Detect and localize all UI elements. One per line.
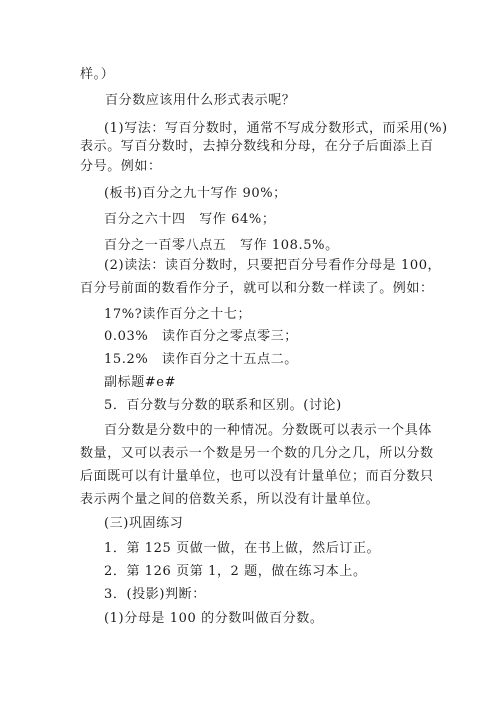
text-line: (1)分母是 100 的分数叫做百分数。 — [104, 611, 324, 626]
text-line: 百分之六十四 写作 64%； — [104, 212, 276, 227]
section-heading: (三)巩固练习 — [104, 516, 184, 531]
section-heading: 5．百分数与分数的联系和区别。(讨论) — [104, 398, 342, 413]
text-line: 表示。写百分数时，去掉分数线和分母，在分子后面添上百 — [80, 139, 434, 154]
text-line: 后面既可以有计量单位，也可以没有计量单位；而百分数只 — [80, 469, 434, 484]
text-line: 百分数应该用什么形式表示呢？ — [105, 93, 296, 108]
text-line: (1)写法：写百分数时，通常不写成分数形式，而采用(%) — [104, 121, 448, 136]
text-line: 百分数是分数中的一种情况。分数既可以表示一个具体 — [104, 423, 432, 438]
text-line: 17%?读作百分之十七； — [104, 307, 252, 322]
text-line: 表示两个量之间的倍数关系，所以没有计量单位。 — [80, 492, 380, 507]
text-line: 分号。例如： — [80, 159, 162, 174]
subtitle-marker: 副标题#e# — [104, 375, 177, 390]
text-line: 15.2% 读作百分之十五点二。 — [104, 352, 298, 367]
text-line: 百分号前面的数看作分子，就可以和分数一样读了。例如： — [80, 281, 434, 296]
text-line: (2)读法：读百分数时，只要把百分号看作分母是 100， — [104, 258, 442, 273]
text-line: 0.03% 读作百分之零点零三； — [104, 329, 298, 344]
text-line: 3．(投影)判断： — [104, 587, 206, 602]
text-line: (板书)百分之九十写作 90%； — [104, 186, 287, 201]
text-line: 数量，又可以表示一个数是另一个数的几分之几，所以分数 — [80, 446, 434, 461]
text-line: 1．第 125 页做一做，在书上做，然后订正。 — [104, 541, 381, 556]
text-line: 样。） — [80, 67, 115, 82]
text-line: 2．第 126 页第 1，2 题，做在练习本上。 — [104, 564, 367, 579]
text-line: 百分之一百零八点五 写作 108.5%。 — [104, 238, 339, 253]
